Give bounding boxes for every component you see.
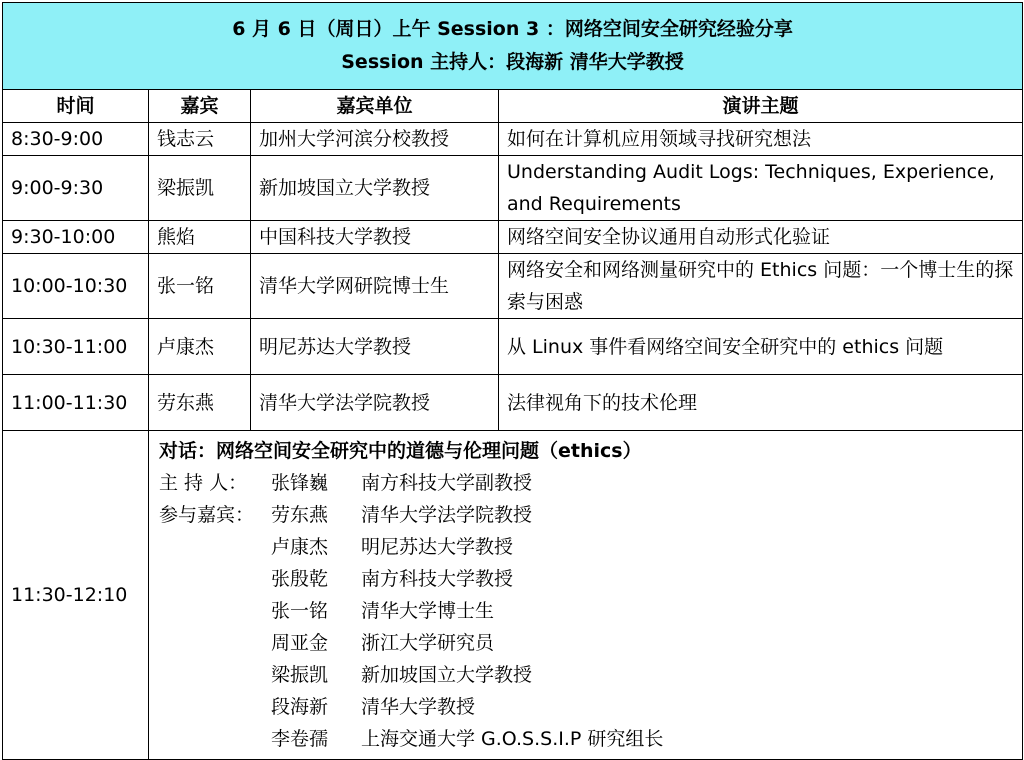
time-cell: 11:00-11:30 (3, 375, 149, 431)
affiliation-cell: 明尼苏达大学教授 (251, 319, 499, 375)
session-title: 6 月 6 日（周日）上午 Session 3 ：网络空间安全研究经验分享 (232, 18, 793, 40)
topic-cell: Understanding Audit Logs: Techniques, Experience, and Requirements (499, 156, 1023, 221)
panel-guest-name: 劳东燕 (271, 504, 329, 526)
panel-guest-affiliation: 新加坡国立大学教授 (361, 664, 533, 686)
panel-guest-affiliation: 明尼苏达大学教授 (361, 536, 514, 558)
time-cell: 9:00-9:30 (3, 156, 149, 221)
table-row (3, 319, 1023, 375)
panel-guest-affiliation: 南方科技大学教授 (361, 568, 514, 590)
topic-cell: 法律视角下的技术伦理 (499, 375, 1023, 431)
panel-guest-affiliation: 清华大学教授 (361, 696, 476, 718)
column-header-affiliation: 嘉宾单位 (251, 90, 499, 123)
topic-cell: 网络安全和网络测量研究中的 Ethics 问题：一个博士生的探索与困惑 (499, 254, 1023, 319)
panel-guest-line (159, 531, 1012, 563)
panel-guest-name: 段海新 (271, 696, 329, 718)
speaker-cell: 熊焰 (149, 221, 251, 254)
panel-guest-name: 李卷孺 (271, 728, 329, 750)
table-row (3, 221, 1023, 254)
affiliation-cell: 清华大学网研院博士生 (251, 254, 499, 319)
panel-title: 对话：网络空间安全研究中的道德与伦理问题（ethics） (159, 440, 642, 462)
table-row (3, 254, 1023, 319)
column-header-speaker: 嘉宾 (149, 90, 251, 123)
time-cell: 10:30-11:00 (3, 319, 149, 375)
table-row (3, 123, 1023, 156)
speaker-cell: 梁振凯 (149, 156, 251, 221)
speaker-cell: 钱志云 (149, 123, 251, 156)
panel-guest-affiliation: 上海交通大学 G.O.S.S.I.P 研究组长 (361, 728, 664, 750)
time-cell: 9:30-10:00 (3, 221, 149, 254)
panel-host-line (159, 467, 1012, 499)
affiliation-cell: 中国科技大学教授 (251, 221, 499, 254)
panel-guest-line (159, 723, 1012, 755)
panel-guest-line (159, 499, 1012, 531)
panel-time-cell: 11:30-12:10 (3, 431, 149, 760)
panel-guest-line (159, 595, 1012, 627)
column-header-time: 时间 (3, 90, 149, 123)
panel-guest-name: 张殷乾 (271, 568, 329, 590)
panel-guest-affiliation: 清华大学法学院教授 (361, 504, 533, 526)
topic-cell: 网络空间安全协议通用自动形式化验证 (499, 221, 1023, 254)
speaker-cell: 卢康杰 (149, 319, 251, 375)
session-host: Session 主持人：段海新 清华大学教授 (341, 51, 684, 73)
topic-cell: 如何在计算机应用领域寻找研究想法 (499, 123, 1023, 156)
panel-guest-name: 张一铭 (271, 600, 329, 622)
column-header-row (3, 90, 1023, 123)
time-cell: 8:30-9:00 (3, 123, 149, 156)
panel-guests-label: 参与嘉宾： (159, 504, 255, 526)
panel-guest-line (159, 563, 1012, 595)
panel-host-name: 张锋巍 (271, 472, 329, 494)
panel-guest-name: 周亚金 (271, 632, 329, 654)
panel-host-label: 主 持 人： (159, 472, 248, 494)
affiliation-cell: 清华大学法学院教授 (251, 375, 499, 431)
panel-guest-line (159, 691, 1012, 723)
panel-guest-affiliation: 清华大学博士生 (361, 600, 495, 622)
panel-guest-affiliation: 浙江大学研究员 (361, 632, 495, 654)
panel-guest-name: 卢康杰 (271, 536, 329, 558)
panel-host-affiliation: 南方科技大学副教授 (361, 472, 533, 494)
time-cell: 10:00-10:30 (3, 254, 149, 319)
table-row (3, 375, 1023, 431)
panel-details (149, 431, 1023, 760)
session-header (3, 3, 1023, 90)
panel-row (3, 431, 1023, 760)
affiliation-cell: 新加坡国立大学教授 (251, 156, 499, 221)
panel-guest-name: 梁振凯 (271, 664, 329, 686)
column-header-topic: 演讲主题 (499, 90, 1023, 123)
schedule-table (2, 2, 1023, 760)
speaker-cell: 劳东燕 (149, 375, 251, 431)
panel-guest-line (159, 627, 1012, 659)
affiliation-cell: 加州大学河滨分校教授 (251, 123, 499, 156)
topic-cell: 从 Linux 事件看网络空间安全研究中的 ethics 问题 (499, 319, 1023, 375)
speaker-cell: 张一铭 (149, 254, 251, 319)
table-row (3, 156, 1023, 221)
panel-guest-line (159, 659, 1012, 691)
